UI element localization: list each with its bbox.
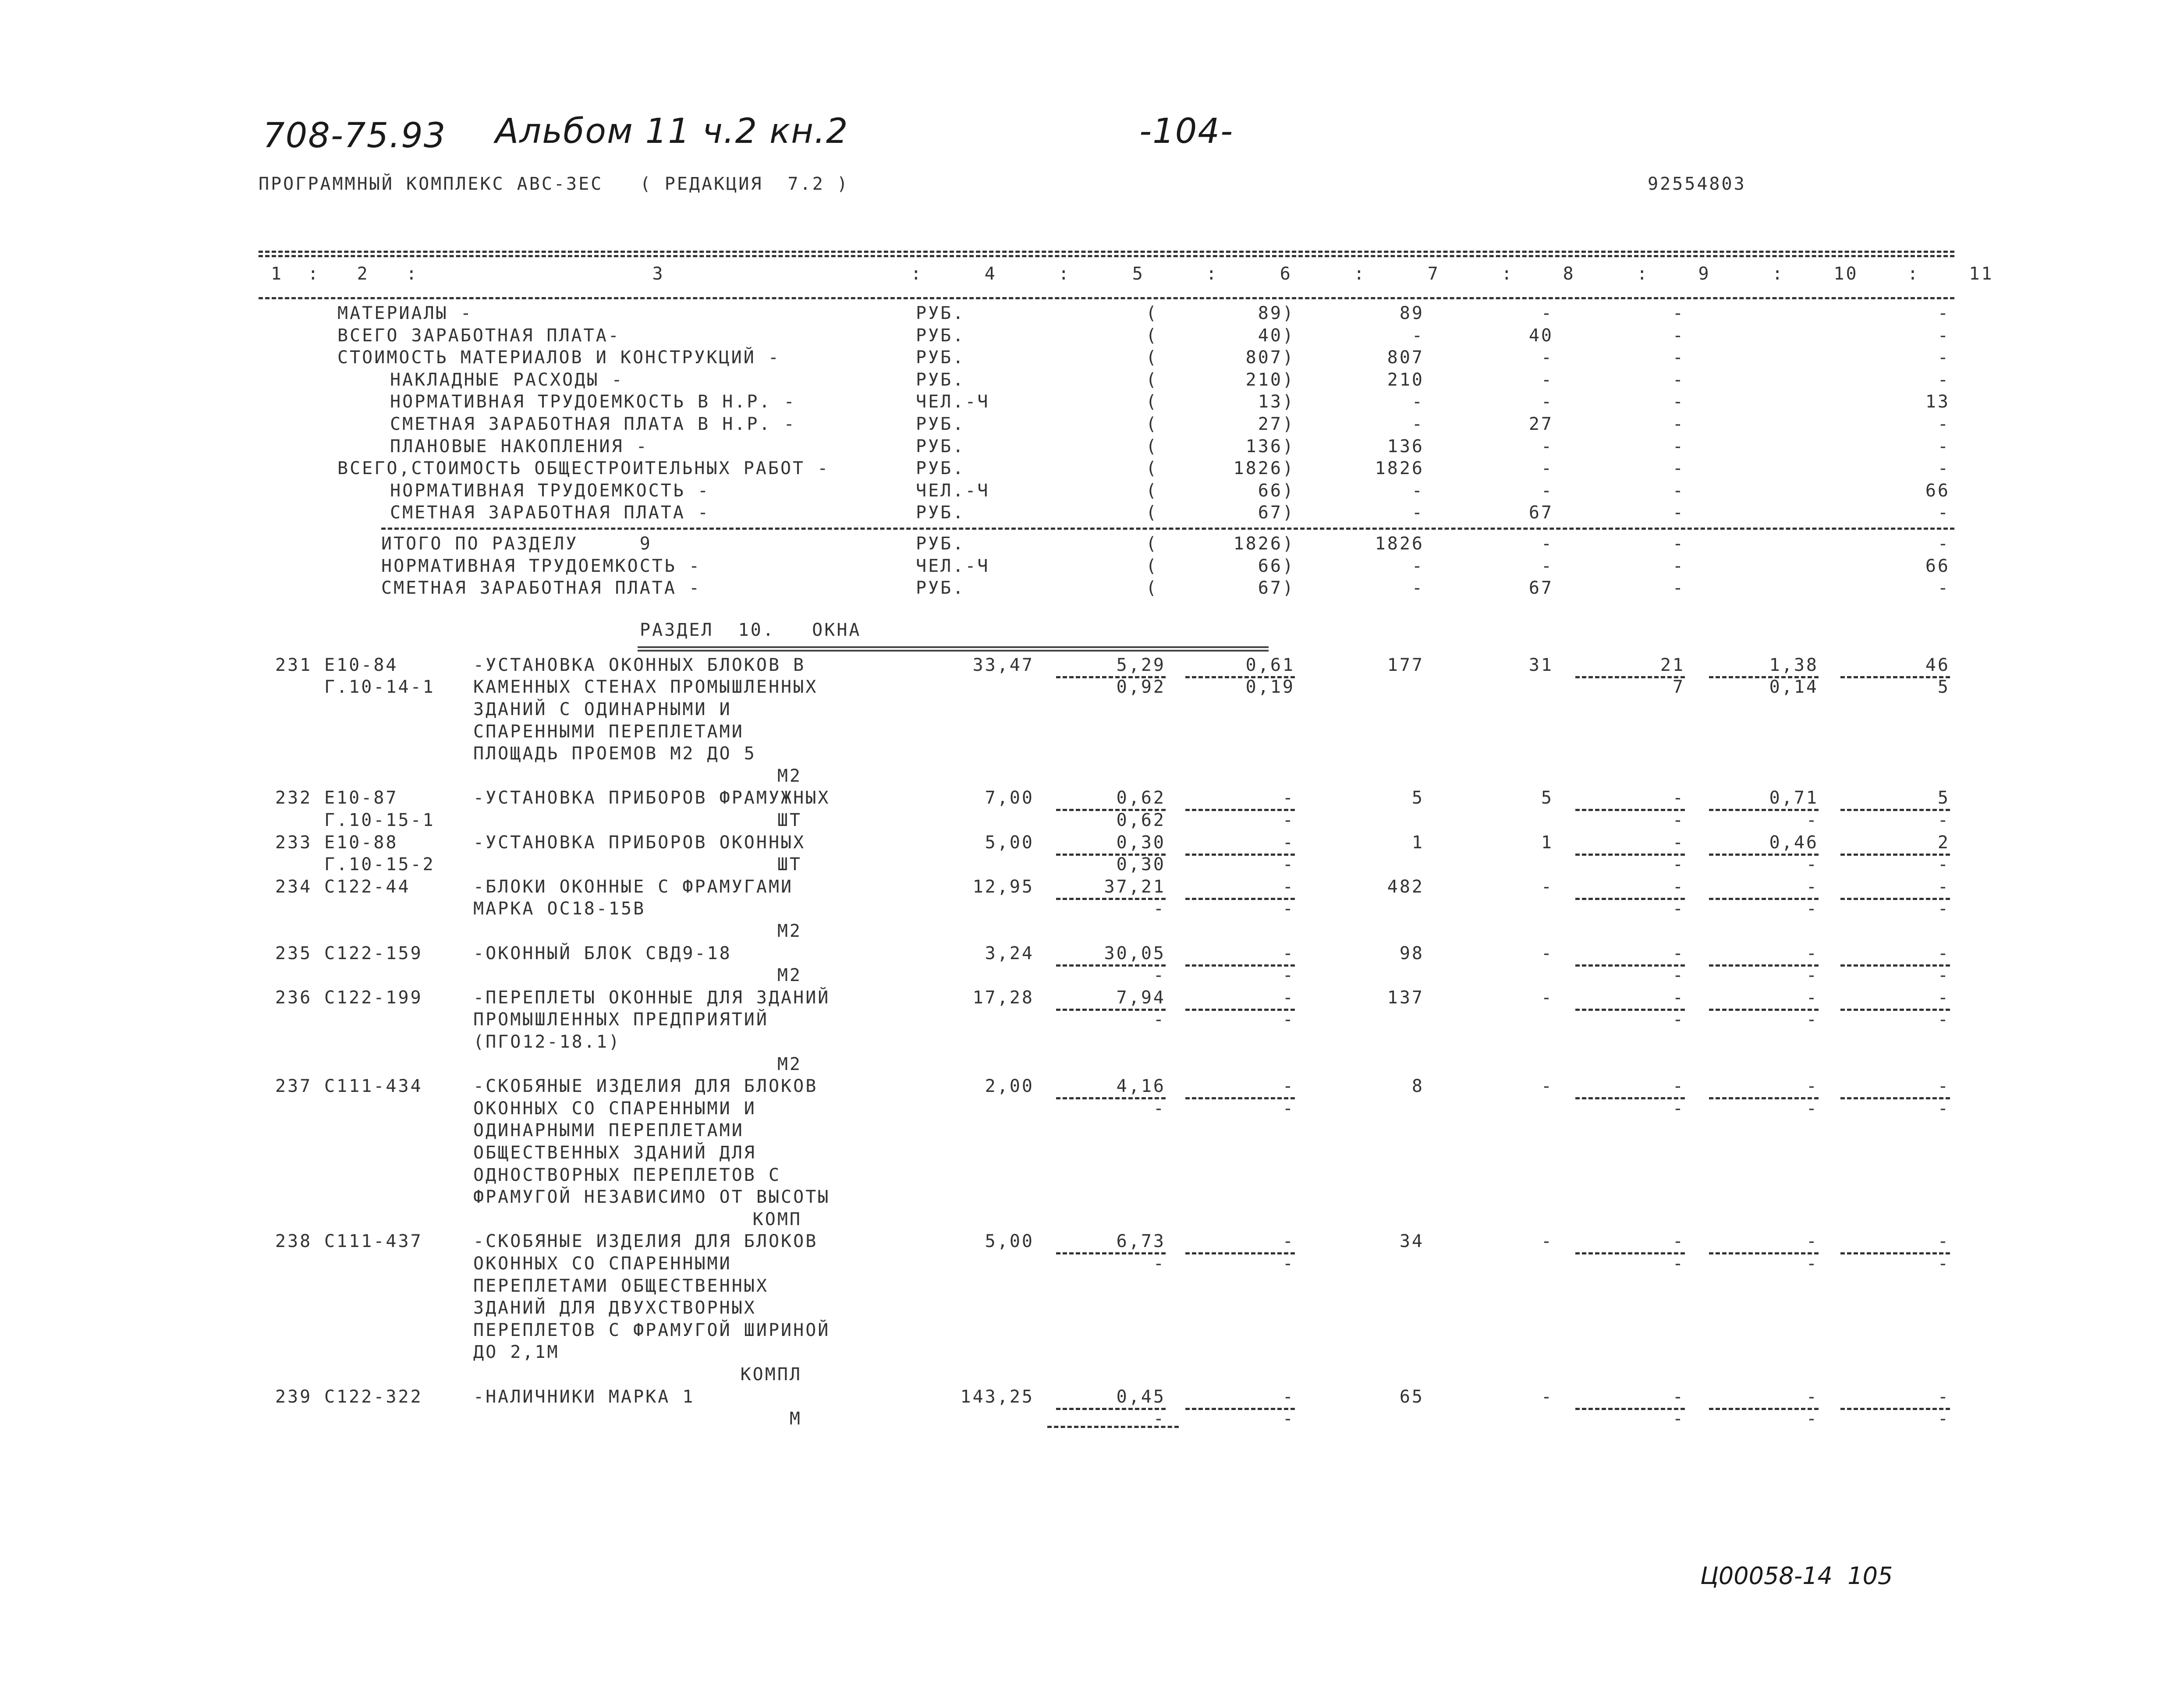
item-description: ЗДАНИЙ С ОДИНАРНЫМИ И <box>473 699 732 719</box>
item-cell2-c11: - <box>1937 965 1950 986</box>
item-cell-c5: 0,62 <box>1116 788 1166 808</box>
item-cell-c6: - <box>1282 1231 1295 1252</box>
item-description: ПЛОЩАДЬ ПРОЕМОВ М2 ДО 5 <box>473 744 756 764</box>
item-cell-c6: - <box>1282 943 1295 964</box>
item-number: 234 <box>275 876 312 897</box>
summary-label: НОРМАТИВНАЯ ТРУДОЕМКОСТЬ - <box>390 480 710 501</box>
summary-cell-c9: - <box>1672 325 1685 346</box>
item-cell2-c11: - <box>1937 899 1950 919</box>
item-cell2-c11: - <box>1937 1254 1950 1274</box>
doc-code: 708-75.93 <box>263 116 447 156</box>
summary-paren: ( <box>1146 369 1159 390</box>
item-number: 239 <box>275 1386 312 1407</box>
item-number: 235 <box>275 943 312 964</box>
item-description: -СКОБЯНЫЕ ИЗДЕЛИЯ ДЛЯ БЛОКОВ <box>473 1231 818 1252</box>
summary-cell-c8: 40 <box>1528 325 1553 346</box>
summary-cell-c6: 1826) <box>1233 458 1295 479</box>
item-cell-c10: 1,38 <box>1769 655 1819 675</box>
item-description: ОДНОСТВОРНЫХ ПЕРЕПЛЕТОВ С <box>473 1165 781 1185</box>
summary-unit: РУБ. <box>916 436 965 457</box>
summary-unit: РУБ. <box>916 503 965 523</box>
item-cell-c4: 5,00 <box>985 1231 1034 1252</box>
summary-unit: РУБ. <box>916 303 965 323</box>
summary-cell-c6: 807) <box>1245 347 1295 368</box>
summary-cell-c11: - <box>1937 436 1950 457</box>
summary-cell-c7: 1826 <box>1375 458 1424 479</box>
summary-paren: ( <box>1146 480 1159 501</box>
summary-cell-c7: - <box>1411 556 1424 576</box>
summary-cell-c9: - <box>1672 303 1685 323</box>
summary-cell-c6: 27) <box>1258 414 1295 434</box>
item-description: ОКОННЫХ СО СПАРЕННЫМИ <box>473 1254 732 1274</box>
summary-unit: РУБ. <box>916 414 965 434</box>
summary-paren: ( <box>1146 303 1159 323</box>
summary-cell-c11: 13 <box>1925 392 1950 412</box>
summary-cell-c7: - <box>1411 325 1424 346</box>
item-description: ОДИНАРНЫМИ ПЕРЕПЛЕТАМИ <box>473 1120 744 1141</box>
item-cell2-c9: - <box>1672 1010 1685 1030</box>
item-description: -УСТАНОВКА ОКОННЫХ БЛОКОВ В <box>473 655 806 675</box>
item-number: 233 <box>275 832 312 853</box>
item-cell2-c6: - <box>1282 1098 1295 1119</box>
summary-cell-c6: 1826) <box>1233 534 1295 554</box>
summary-cell-c11: 66 <box>1925 480 1950 501</box>
item-cell2-c5: - <box>1153 1010 1166 1030</box>
item-code: Е10-87 <box>324 788 398 808</box>
item-cell2-c9: - <box>1672 810 1685 830</box>
item-cell-c10: 0,71 <box>1769 788 1819 808</box>
item-code: Г.10-15-2 <box>324 854 435 875</box>
item-cell2-c5: - <box>1153 965 1166 986</box>
summary-cell-c9: - <box>1672 480 1685 501</box>
section-title: РАЗДЕЛ 10. ОКНА <box>640 620 862 640</box>
item-cell-c7: 482 <box>1387 876 1424 897</box>
item-cell-c8: - <box>1541 1231 1553 1252</box>
item-cell-c7: 65 <box>1399 1386 1424 1407</box>
summary-cell-c11: - <box>1937 347 1950 368</box>
item-cell-c7: 5 <box>1411 788 1424 808</box>
item-cell-c5: 0,30 <box>1116 832 1166 853</box>
item-cell-c9: - <box>1672 832 1685 853</box>
item-cell2-c5: - <box>1153 1409 1166 1429</box>
summary-cell-c11: - <box>1937 325 1950 346</box>
summary-paren: ( <box>1146 503 1159 523</box>
doc-number: 92554803 <box>1648 174 1746 194</box>
item-cell-c5: 30,05 <box>1104 943 1166 964</box>
item-cell2-c5: - <box>1153 1254 1166 1274</box>
summary-unit: ЧЕЛ.-Ч <box>916 556 990 576</box>
summary-cell-c11: - <box>1937 414 1950 434</box>
summary-unit: ЧЕЛ.-Ч <box>916 392 990 412</box>
summary-cell-c9: - <box>1672 578 1685 599</box>
summary-cell-c6: 67) <box>1258 503 1295 523</box>
item-unit: ШТ <box>777 810 802 830</box>
summary-label: СТОИМОСТЬ МАТЕРИАЛОВ И КОНСТРУКЦИЙ - <box>337 347 780 368</box>
album-label: Альбом 11 ч.2 кн.2 <box>495 112 849 151</box>
item-number: 237 <box>275 1076 312 1097</box>
summary-label: ВСЕГО,СТОИМОСТЬ ОБЩЕСТРОИТЕЛЬНЫХ РАБОТ - <box>337 458 830 479</box>
summary-cell-c11: - <box>1937 303 1950 323</box>
summary-cell-c7: 210 <box>1387 369 1424 390</box>
item-cell-c9: - <box>1672 1231 1685 1252</box>
item-cell-c9: - <box>1672 987 1685 1008</box>
item-description: ДО 2,1М <box>473 1342 560 1363</box>
item-code: С122-199 <box>324 987 423 1008</box>
item-cell-c7: 1 <box>1411 832 1424 853</box>
item-cell2-c6: 0,19 <box>1245 677 1295 698</box>
item-cell2-c9: 7 <box>1672 677 1685 698</box>
item-description: СПАРЕННЫМИ ПЕРЕПЛЕТАМИ <box>473 721 744 742</box>
item-number: 231 <box>275 655 312 675</box>
item-cell-c7: 8 <box>1411 1076 1424 1097</box>
item-cell2-c9: - <box>1672 854 1685 875</box>
item-cell-c8: - <box>1541 1076 1553 1097</box>
page-number: -104- <box>1139 112 1234 151</box>
item-cell-c11: - <box>1937 1231 1950 1252</box>
item-cell2-c5: 0,92 <box>1116 677 1166 698</box>
item-cell2-c6: - <box>1282 854 1295 875</box>
summary-unit: ЧЕЛ.-Ч <box>916 480 990 501</box>
summary-label: НОРМАТИВНАЯ ТРУДОЕМКОСТЬ В Н.Р. - <box>390 392 796 412</box>
item-cell2-c9: - <box>1672 899 1685 919</box>
item-cell-c10: - <box>1806 876 1819 897</box>
item-cell-c5: 37,21 <box>1104 876 1166 897</box>
summary-cell-c9: - <box>1672 534 1685 554</box>
item-cell2-c9: - <box>1672 1409 1685 1429</box>
item-description: МАРКА ОС18-15В <box>473 899 646 919</box>
summary-paren: ( <box>1146 347 1159 368</box>
item-description: ОКОННЫХ СО СПАРЕННЫМИ И <box>473 1098 756 1119</box>
item-cell-c4: 143,25 <box>960 1386 1034 1407</box>
summary-label: СМЕТНАЯ ЗАРАБОТНАЯ ПЛАТА - <box>390 503 710 523</box>
item-cell2-c10: - <box>1806 1409 1819 1429</box>
item-cell2-c6: - <box>1282 899 1295 919</box>
item-unit: М <box>789 1409 802 1429</box>
item-cell2-c5: 0,62 <box>1116 810 1166 830</box>
summary-cell-c8: 67 <box>1528 503 1553 523</box>
summary-cell-c7: 807 <box>1387 347 1424 368</box>
summary-cell-c8: - <box>1541 556 1553 576</box>
summary-cell-c8: - <box>1541 347 1553 368</box>
summary-cell-c9: - <box>1672 347 1685 368</box>
item-cell-c4: 7,00 <box>985 788 1034 808</box>
summary-label: НОРМАТИВНАЯ ТРУДОЕМКОСТЬ - <box>381 556 702 576</box>
item-description: (ПГО12-18.1) <box>473 1032 621 1052</box>
item-cell2-c11: - <box>1937 1098 1950 1119</box>
summary-label: СМЕТНАЯ ЗАРАБОТНАЯ ПЛАТА - <box>381 578 702 599</box>
item-cell-c10: - <box>1806 987 1819 1008</box>
table-top-rule <box>259 251 1954 253</box>
item-cell-c8: - <box>1541 876 1553 897</box>
item-cell-c10: - <box>1806 1231 1819 1252</box>
summary-label: СМЕТНАЯ ЗАРАБОТНАЯ ПЛАТА В Н.Р. - <box>390 414 796 434</box>
item-cell-c6: 0,61 <box>1245 655 1295 675</box>
item-cell2-c5: 0,30 <box>1116 854 1166 875</box>
item-number: 238 <box>275 1231 312 1252</box>
summary-cell-c7: 1826 <box>1375 534 1424 554</box>
summary-paren: ( <box>1146 325 1159 346</box>
item-cell2-c6: - <box>1282 810 1295 830</box>
summary-cell-c6: 136) <box>1245 436 1295 457</box>
item-description: -НАЛИЧНИКИ МАРКА 1 <box>473 1386 695 1407</box>
summary-paren: ( <box>1146 392 1159 412</box>
item-cell2-c6: - <box>1282 1409 1295 1429</box>
item-unit: КОМПЛ <box>740 1364 802 1385</box>
summary-label: ПЛАНОВЫЕ НАКОПЛЕНИЯ - <box>390 436 649 457</box>
item-cell-c6: - <box>1282 876 1295 897</box>
item-unit: М2 <box>777 921 802 941</box>
summary-cell-c8: - <box>1541 480 1553 501</box>
item-code: С111-437 <box>324 1231 423 1252</box>
item-description: -УСТАНОВКА ПРИБОРОВ ОКОННЫХ <box>473 832 806 853</box>
item-unit: М2 <box>777 965 802 986</box>
summary-cell-c7: - <box>1411 414 1424 434</box>
summary-paren: ( <box>1146 578 1159 599</box>
item-cell-c4: 3,24 <box>985 943 1034 964</box>
item-unit: КОМП <box>752 1209 802 1229</box>
item-cell2-c9: - <box>1672 965 1685 986</box>
summary-cell-c7: 136 <box>1387 436 1424 457</box>
item-cell-c9: - <box>1672 943 1685 964</box>
item-cell-c10: 0,46 <box>1769 832 1819 853</box>
summary-cell-c11: - <box>1937 578 1950 599</box>
summary-cell-c8: - <box>1541 369 1553 390</box>
summary-cell-c7: 89 <box>1399 303 1424 323</box>
item-cell-c11: - <box>1937 943 1950 964</box>
summary-cell-c7: - <box>1411 578 1424 599</box>
item-cell-c7: 98 <box>1399 943 1424 964</box>
item-cell2-c9: - <box>1672 1098 1685 1119</box>
item-cell2-c10: - <box>1806 899 1819 919</box>
item-cell2-c6: - <box>1282 965 1295 986</box>
item-code: Г.10-15-1 <box>324 810 435 830</box>
item-code: С111-434 <box>324 1076 423 1097</box>
summary-unit: РУБ. <box>916 325 965 346</box>
item-cell-c5: 7,94 <box>1116 987 1166 1008</box>
item-description: -ПЕРЕПЛЕТЫ ОКОННЫЕ ДЛЯ ЗДАНИЙ <box>473 987 830 1008</box>
item-description: ОБЩЕСТВЕННЫХ ЗДАНИЙ ДЛЯ <box>473 1143 756 1163</box>
program-title: ПРОГРАММНЫЙ КОМПЛЕКС АВС-3ЕС ( РЕДАКЦИЯ 7.2 ) <box>259 174 849 194</box>
item-description: КАМЕННЫХ СТЕНАХ ПРОМЫШЛЕННЫХ <box>473 677 818 698</box>
item-cell-c11: 46 <box>1925 655 1950 675</box>
summary-label: МАТЕРИАЛЫ - <box>337 303 473 323</box>
footer-note: Ц00058-14 105 <box>1700 1562 1893 1590</box>
item-cell-c7: 137 <box>1387 987 1424 1008</box>
item-description: -ОКОННЫЙ БЛОК СВД9-18 <box>473 943 732 964</box>
item-code: С122-44 <box>324 876 411 897</box>
item-code: С122-159 <box>324 943 423 964</box>
item-description: ПЕРЕПЛЕТОВ С ФРАМУГОЙ ШИРИНОЙ <box>473 1320 830 1340</box>
item-number: 232 <box>275 788 312 808</box>
summary-unit: РУБ. <box>916 369 965 390</box>
column-header-row: 1 : 2 : 3 : 4 : 5 : 6 : 7 : 8 : 9 : 10 : 11 <box>271 264 1994 284</box>
summary-label: ВСЕГО ЗАРАБОТНАЯ ПЛАТА- <box>337 325 620 346</box>
summary-cell-c6: 66) <box>1258 556 1295 576</box>
item-cell-c8: 1 <box>1541 832 1553 853</box>
item-cell2-c6: - <box>1282 1010 1295 1030</box>
item-cell-c5: 5,29 <box>1116 655 1166 675</box>
table-header-rule <box>259 297 1954 299</box>
summary-cell-c7: - <box>1411 480 1424 501</box>
item-code: Г.10-14-1 <box>324 677 435 698</box>
summary-cell-c8: - <box>1541 303 1553 323</box>
item-cell-c8: - <box>1541 943 1553 964</box>
item-description: -СКОБЯНЫЕ ИЗДЕЛИЯ ДЛЯ БЛОКОВ <box>473 1076 818 1097</box>
item-cell-c9: - <box>1672 876 1685 897</box>
item-cell-c6: - <box>1282 1076 1295 1097</box>
item-cell-c11: 5 <box>1937 788 1950 808</box>
item-cell2-c10: - <box>1806 1254 1819 1274</box>
item-cell-c4: 12,95 <box>972 876 1034 897</box>
summary-cell-c9: - <box>1672 458 1685 479</box>
item-description: ФРАМУГОЙ НЕЗАВИСИМО ОТ ВЫСОТЫ <box>473 1187 830 1208</box>
item-cell-c5: 0,45 <box>1116 1386 1166 1407</box>
summary-unit: РУБ. <box>916 458 965 479</box>
summary-paren: ( <box>1146 534 1159 554</box>
summary-cell-c11: 66 <box>1925 556 1950 576</box>
item-cell-c8: - <box>1541 987 1553 1008</box>
item-cell-c10: - <box>1806 943 1819 964</box>
item-cell-c9: 21 <box>1660 655 1685 675</box>
section-underline <box>638 646 1269 652</box>
item-cell-c10: - <box>1806 1076 1819 1097</box>
summary-label: НАКЛАДНЫЕ РАСХОДЫ - <box>390 369 624 390</box>
summary-cell-c8: - <box>1541 534 1553 554</box>
item-description: ПРОМЫШЛЕННЫХ ПРЕДПРИЯТИЙ <box>473 1010 769 1030</box>
item-cell-c6: - <box>1282 1386 1295 1407</box>
item-cell-c5: 4,16 <box>1116 1076 1166 1097</box>
item-unit: М2 <box>777 765 802 786</box>
item-cell2-c11: - <box>1937 1409 1950 1429</box>
item-cell2-c9: - <box>1672 1254 1685 1274</box>
item-cell-c6: - <box>1282 788 1295 808</box>
item-cell2-c10: - <box>1806 1010 1819 1030</box>
summary-cell-c8: - <box>1541 436 1553 457</box>
summary-unit: РУБ. <box>916 578 965 599</box>
summary-cell-c9: - <box>1672 556 1685 576</box>
summary-cell-c9: - <box>1672 503 1685 523</box>
item-cell-c11: - <box>1937 1076 1950 1097</box>
item-cell2-c10: - <box>1806 854 1819 875</box>
item-cell2-c11: - <box>1937 1010 1950 1030</box>
item-cell-c10: - <box>1806 1386 1819 1407</box>
item-cell-c7: 177 <box>1387 655 1424 675</box>
item-description: -БЛОКИ ОКОННЫЕ С ФРАМУГАМИ <box>473 876 794 897</box>
item-unit: М2 <box>777 1054 802 1074</box>
item-number: 236 <box>275 987 312 1008</box>
item-cell-c7: 34 <box>1399 1231 1424 1252</box>
item-cell-c11: - <box>1937 876 1950 897</box>
summary-cell-c6: 67) <box>1258 578 1295 599</box>
summary-cell-c8: 27 <box>1528 414 1553 434</box>
summary-paren: ( <box>1146 556 1159 576</box>
summary-cell-c11: - <box>1937 503 1950 523</box>
item-cell-c9: - <box>1672 1076 1685 1097</box>
summary-cell-c6: 13) <box>1258 392 1295 412</box>
summary-unit: РУБ. <box>916 534 965 554</box>
item-code: Е10-88 <box>324 832 398 853</box>
item-cell-c4: 33,47 <box>972 655 1034 675</box>
item-unit: ШТ <box>777 854 802 875</box>
summary-paren: ( <box>1146 436 1159 457</box>
item-cell-c5: 6,73 <box>1116 1231 1166 1252</box>
summary-cell-c6: 210) <box>1245 369 1295 390</box>
summary-cell-c9: - <box>1672 436 1685 457</box>
item-description: -УСТАНОВКА ПРИБОРОВ ФРАМУЖНЫХ <box>473 788 830 808</box>
summary-cell-c7: - <box>1411 503 1424 523</box>
item-cell2-c5: - <box>1153 899 1166 919</box>
item-cell2-c10: - <box>1806 1098 1819 1119</box>
final-underline-c5 <box>1047 1426 1179 1428</box>
item-cell2-c10: - <box>1806 810 1819 830</box>
summary-cell-c6: 40) <box>1258 325 1295 346</box>
item-cell2-c10: 0,14 <box>1769 677 1819 698</box>
item-cell-c9: - <box>1672 788 1685 808</box>
item-cell-c8: 5 <box>1541 788 1553 808</box>
item-cell-c11: 2 <box>1937 832 1950 853</box>
table-top-rule-2 <box>259 255 1954 257</box>
item-cell-c6: - <box>1282 987 1295 1008</box>
item-cell-c11: - <box>1937 1386 1950 1407</box>
summary-cell-c11: - <box>1937 534 1950 554</box>
item-cell2-c11: - <box>1937 854 1950 875</box>
summary-cell-c8: - <box>1541 392 1553 412</box>
item-cell2-c10: - <box>1806 965 1819 986</box>
summary-cell-c7: - <box>1411 392 1424 412</box>
item-cell-c8: 31 <box>1528 655 1553 675</box>
summary-rule <box>381 528 1954 530</box>
summary-cell-c9: - <box>1672 414 1685 434</box>
item-code: Е10-84 <box>324 655 398 675</box>
item-cell-c8: - <box>1541 1386 1553 1407</box>
item-description: ЗДАНИЙ ДЛЯ ДВУХСТВОРНЫХ <box>473 1298 756 1318</box>
item-cell2-c11: 5 <box>1937 677 1950 698</box>
summary-cell-c8: 67 <box>1528 578 1553 599</box>
item-cell2-c6: - <box>1282 1254 1295 1274</box>
summary-cell-c9: - <box>1672 392 1685 412</box>
summary-cell-c11: - <box>1937 458 1950 479</box>
item-cell-c9: - <box>1672 1386 1685 1407</box>
item-cell-c11: - <box>1937 987 1950 1008</box>
summary-cell-c6: 66) <box>1258 480 1295 501</box>
summary-cell-c11: - <box>1937 369 1950 390</box>
summary-cell-c6: 89) <box>1258 303 1295 323</box>
item-cell-c6: - <box>1282 832 1295 853</box>
item-cell-c4: 2,00 <box>985 1076 1034 1097</box>
summary-unit: РУБ. <box>916 347 965 368</box>
summary-paren: ( <box>1146 458 1159 479</box>
item-cell2-c5: - <box>1153 1098 1166 1119</box>
item-code: С122-322 <box>324 1386 423 1407</box>
summary-paren: ( <box>1146 414 1159 434</box>
summary-label: ИТОГО ПО РАЗДЕЛУ 9 <box>381 534 652 554</box>
item-cell2-c11: - <box>1937 810 1950 830</box>
item-cell-c4: 5,00 <box>985 832 1034 853</box>
summary-cell-c8: - <box>1541 458 1553 479</box>
item-cell-c4: 17,28 <box>972 987 1034 1008</box>
item-description: ПЕРЕПЛЕТАМИ ОБЩЕСТВЕННЫХ <box>473 1275 769 1296</box>
summary-cell-c9: - <box>1672 369 1685 390</box>
